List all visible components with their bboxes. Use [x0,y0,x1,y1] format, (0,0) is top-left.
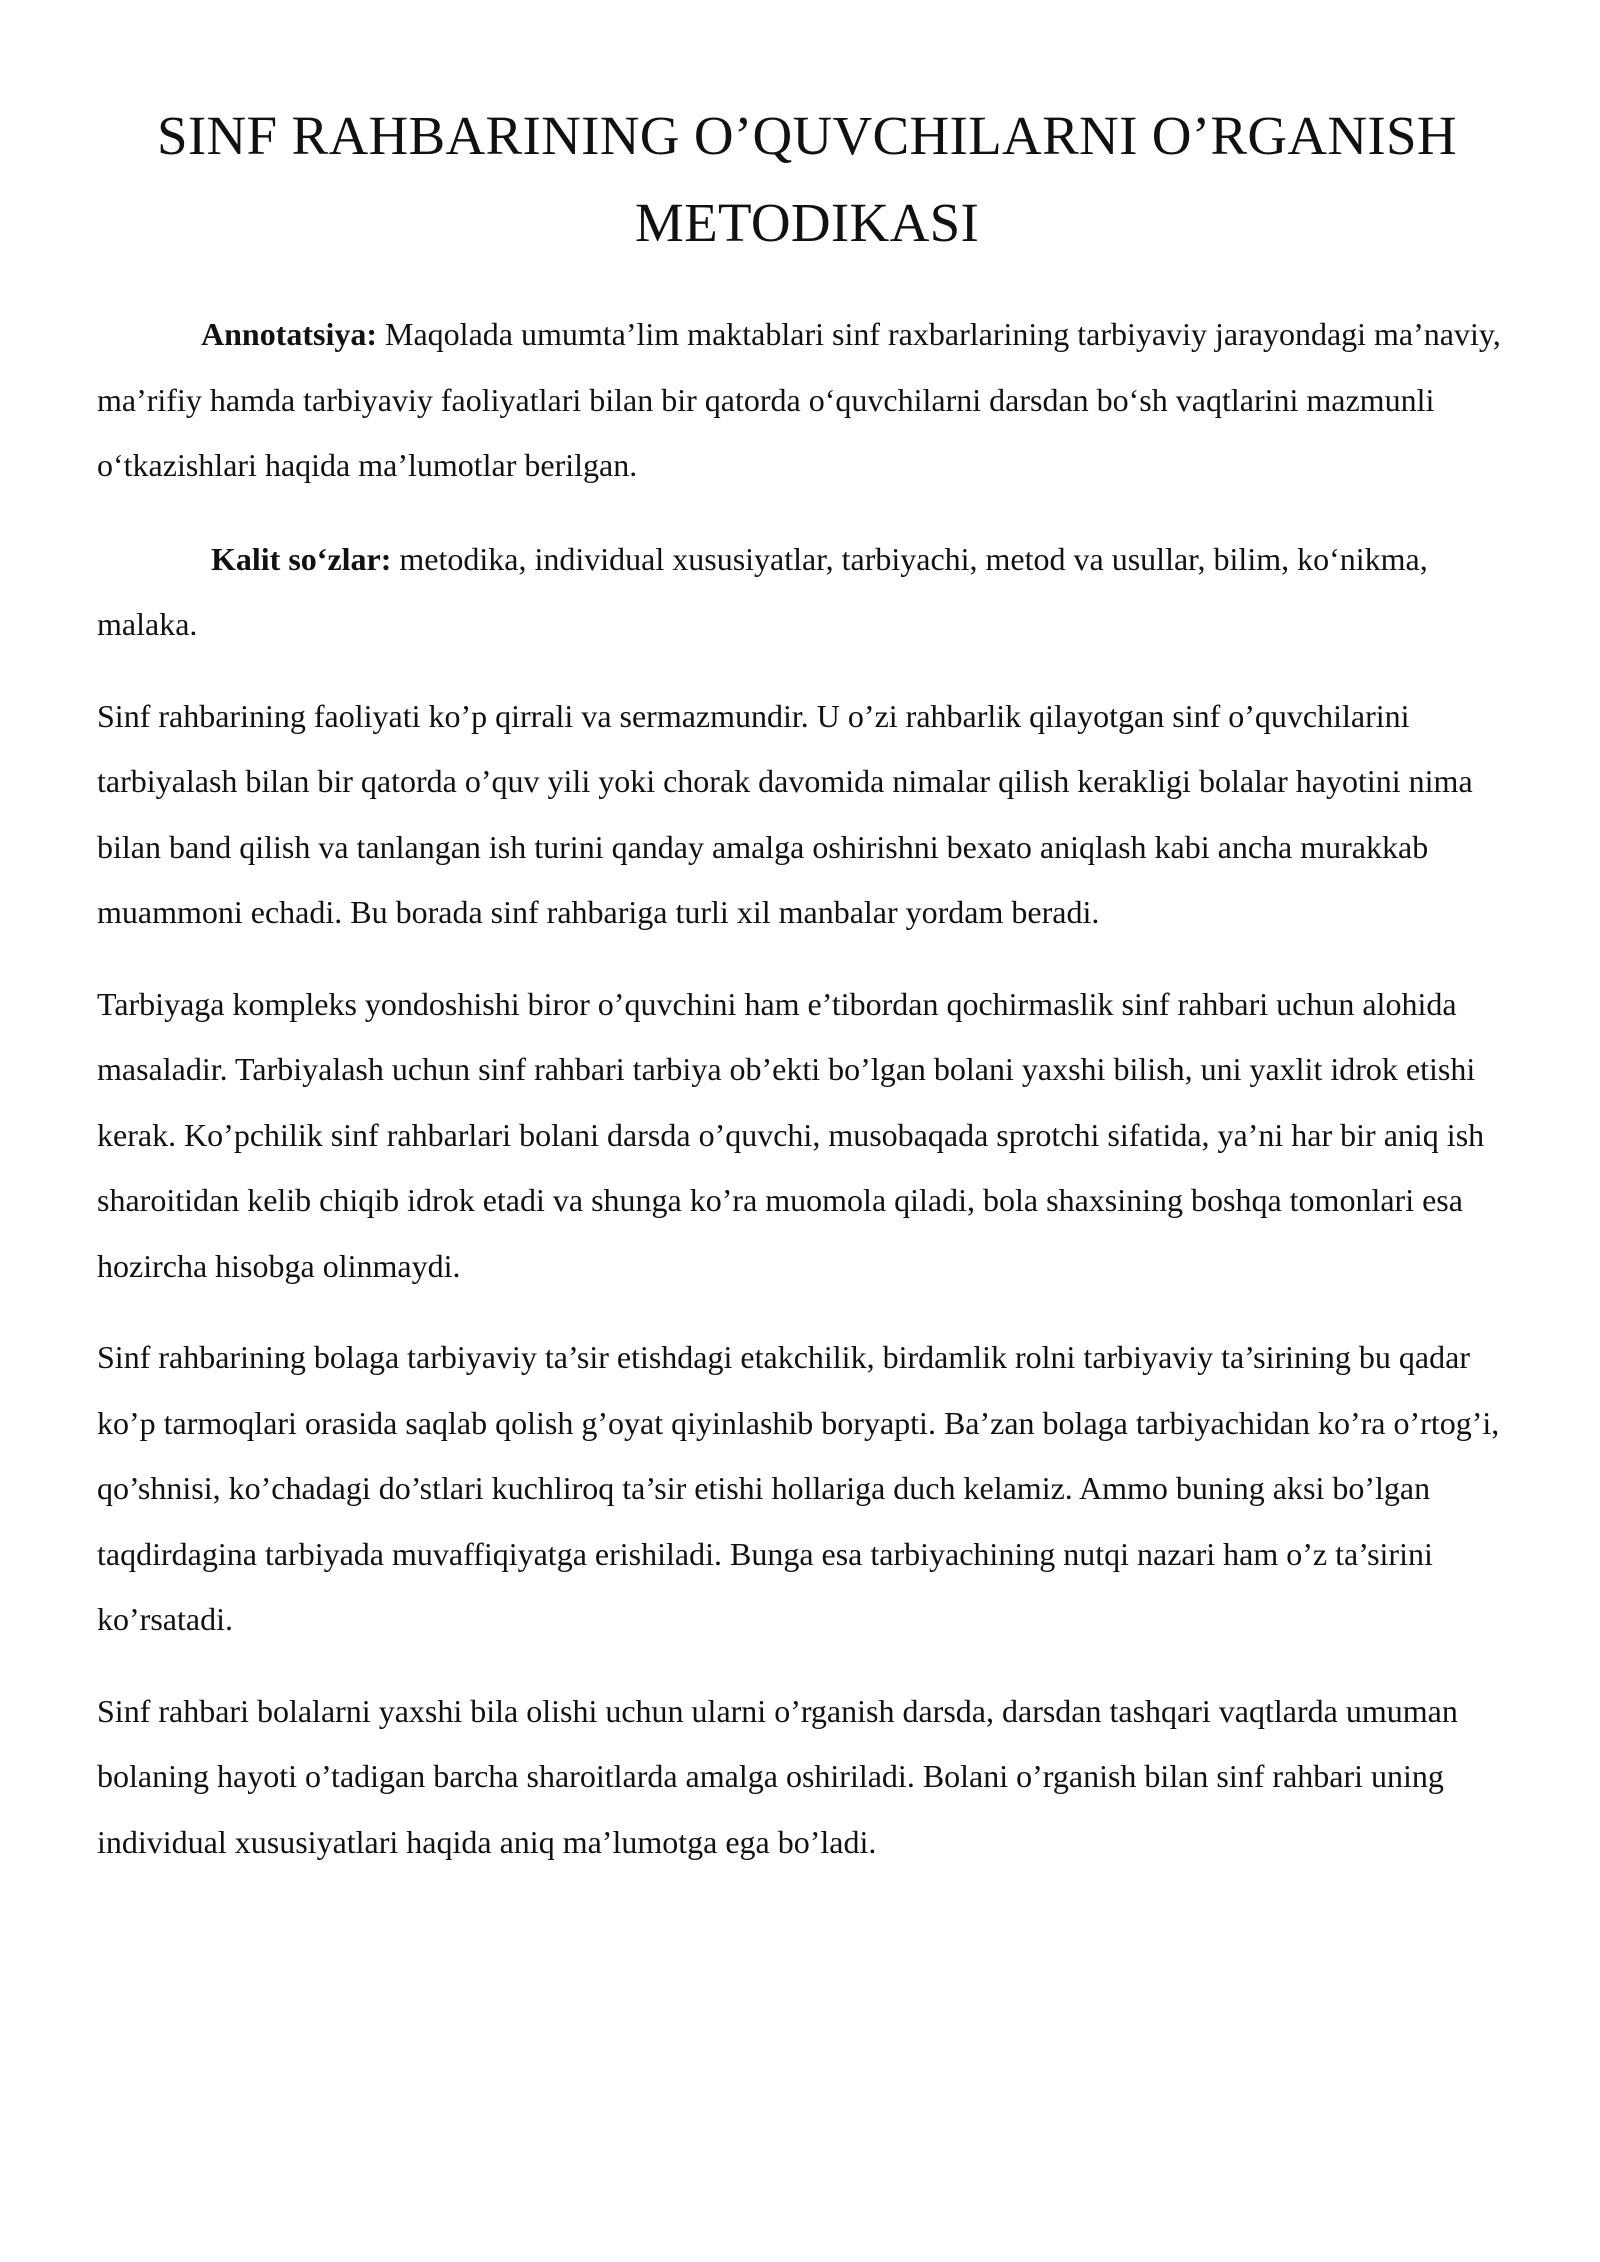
body-paragraph: Sinf rahbarining faoliyati ko’p qirrali va sermazmundir. U o’zi rahbarlik qilayotgan sinf o’quvchilarini tarbiyalash bilan bir qatorda o’quv yili yoki chorak davomida nimalar qilish kerakligi bolalar hayotini nima bilan band qilish va tanlangan ish turini qanday amalga oshirishni bexato aniqlash kabi ancha murakkab muammoni echadi. Bu borada sinf rahbariga turli xil manbalar yordam beradi. [97,697,1473,930]
body-paragraph: Tarbiyaga kompleks yondoshishi biror o’quvchini ham e’tibordan qochirmaslik sinf rahbari uchun alohida masaladir. Tarbiyalash uchun sinf rahbari tarbiya ob’ekti bo’lgan bolani yaxshi bilish, uni yaxlit idrok etishi kerak. Ko’pchilik sinf rahbarlari bolani darsda o’quvchi, musobaqada sprotchi sifatida, ya’ni har bir aniq ish sharoitidan kelib chiqib idrok etadi va shunga ko’ra muomola qiladi, bola shaxsining boshqa tomonlari esa hozircha hisobga olinmaydi. [97,985,1485,1284]
keywords-text: metodika, individual xususiyatlar, tarbiyachi, metod va usullar, bilim, ko‘nikma, malaka. [97,540,1428,642]
keywords-paragraph [97,527,1517,658]
annotation-paragraph [97,302,1517,499]
annotation-label: Annotatsiya: [201,316,378,352]
document-page [97,0,1517,1875]
keywords-label: Kalit so‘zlar: [211,540,392,577]
page-title: SINF RAHBARINING O’QUVCHILARNI O’RGANISH METODIKASI [157,105,1457,253]
body-paragraph: Sinf rahbarining bolaga tarbiyaviy ta’sir etishdagi etakchilik, birdamlik rolni tarbiyaviy ta’sirining bu qadar ko’p tarmoqlari orasida saqlab qolish g’oyat qiyinlashib boryapti. Ba’zan bolaga tarbiyachidan ko’ra o’rtog’i, qo’shnisi, ko’chadagi do’stlari kuchliroq ta’sir etishi hollariga duch kelamiz. Ammo buning aksi bo’lgan taqdirdagina tarbiyada muvaffiqiyatga erishiladi. Bunga esa tarbiyachining nutqi nazari ham o’z ta’sirini ko’rsatadi. [97,1339,1500,1637]
annotation-text: Maqolada umumta’lim maktablari sinf raxbarlarining tarbiyaviy jarayondagi ma’naviy, ma’rifiy hamda tarbiyaviy faoliyatlari bilan bir qatorda o‘quvchilarni darsdan bo‘sh vaqtlarini mazmunli o‘tkazishlari haqida ma’lumotlar berilgan. [97,316,1501,483]
body-paragraph: Sinf rahbari bolalarni yaxshi bila olishi uchun ularni o’rganish darsda, darsdan tashqari vaqtlarda umuman bolaning hayoti o’tadigan barcha sharoitlarda amalga oshiriladi. Bolani o’rganish bilan sinf rahbari uning individual xususiyatlari haqida aniq ma’lumotga ega bo’ladi. [97,1692,1458,1860]
